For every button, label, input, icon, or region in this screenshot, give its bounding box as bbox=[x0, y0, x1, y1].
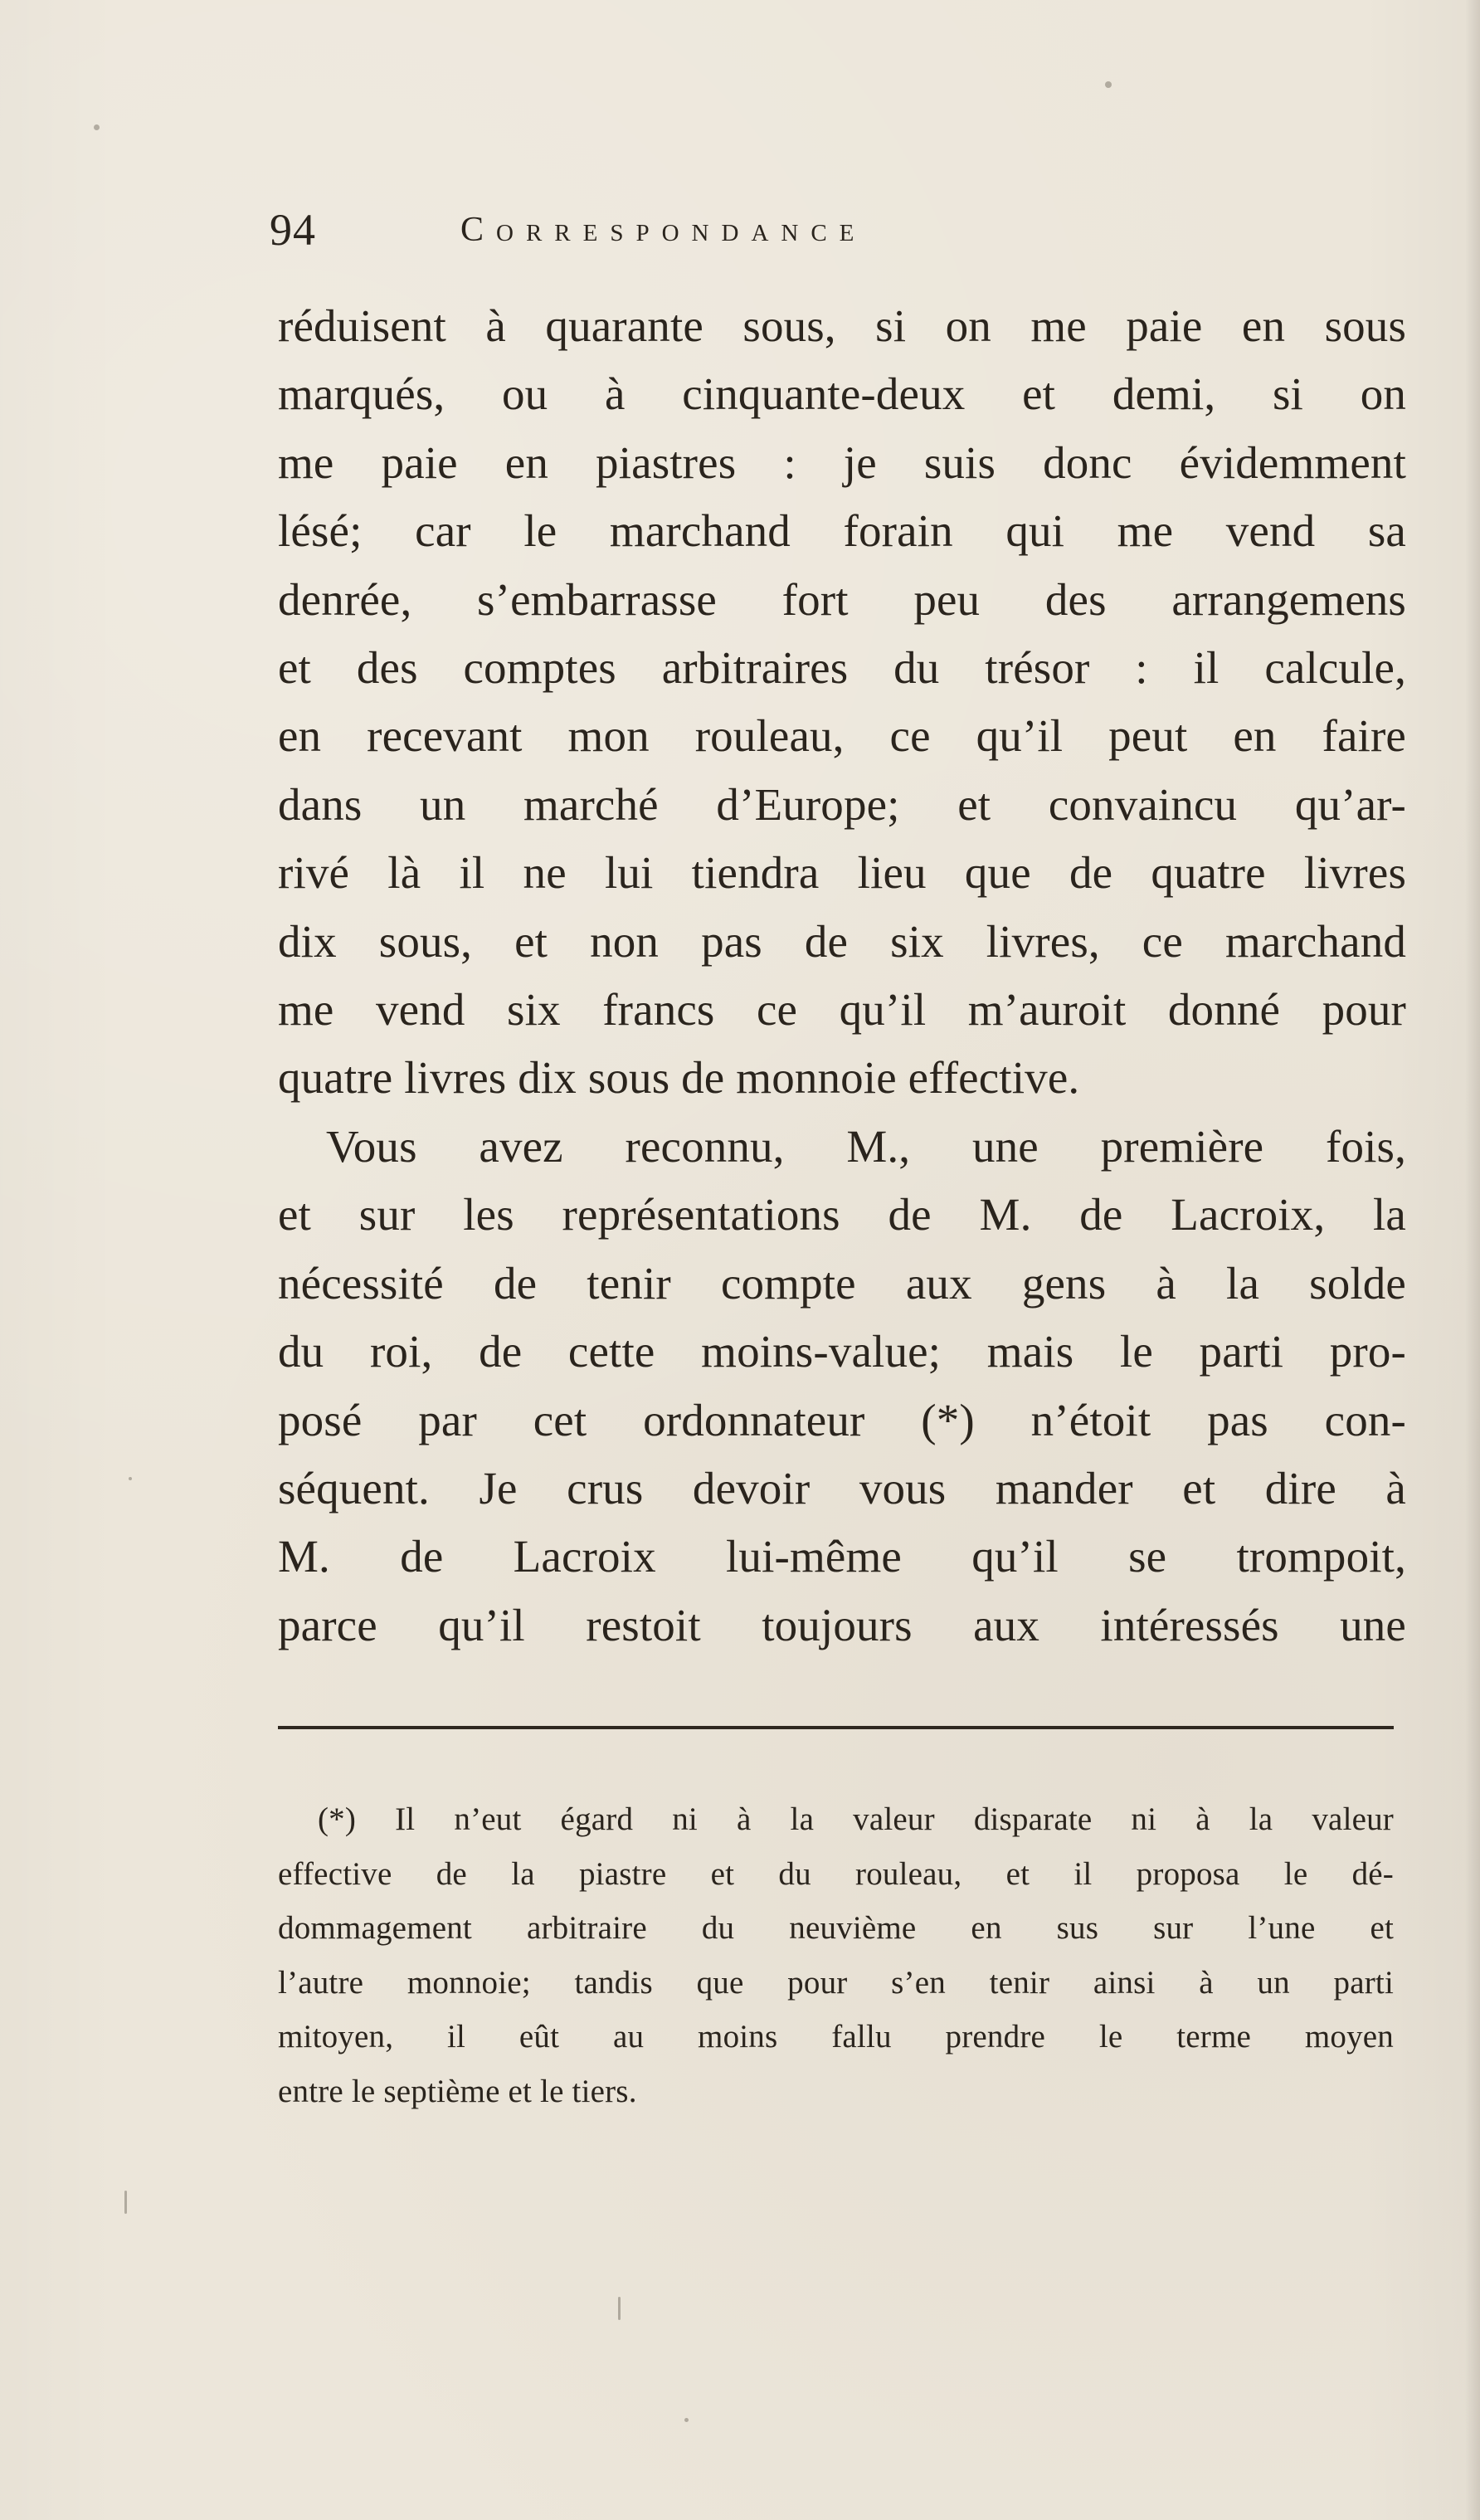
body-line: dans un marché d’Europe; et convaincu qu’ar- bbox=[278, 778, 1406, 830]
paper-speck bbox=[129, 1477, 132, 1480]
paper-speck bbox=[94, 124, 100, 130]
body-line: dix sous, et non pas de six livres, ce marchand bbox=[278, 915, 1406, 967]
body-line: Vous avez reconnu, M., une première fois, bbox=[326, 1120, 1406, 1172]
page-header bbox=[270, 207, 1406, 266]
running-head: Correspondance bbox=[460, 211, 867, 249]
body-line: M. de Lacroix lui-même qu’il se trompoit, bbox=[278, 1531, 1406, 1582]
page-edge-shadow bbox=[1465, 0, 1480, 2520]
body-line: et des comptes arbitraires du trésor : il calcule, bbox=[278, 642, 1406, 694]
body-line: posé par cet ordonnateur (*) n’étoit pas con- bbox=[278, 1394, 1406, 1445]
footnote-line: effective de la piastre et du rouleau, et il proposa le dé- bbox=[278, 1855, 1394, 1892]
footnote-line: l’autre monnoie; tandis que pour s’en tenir ainsi à un parti bbox=[278, 1964, 1394, 2001]
paper-speck bbox=[618, 2297, 621, 2320]
main-text-block bbox=[278, 292, 1406, 1660]
body-line: du roi, de cette moins-value; mais le parti pro- bbox=[278, 1326, 1406, 1377]
body-line: en recevant mon rouleau, ce qu’il peut en faire bbox=[278, 710, 1406, 762]
body-line: denrée, s’embarrasse fort peu des arrangemens bbox=[278, 573, 1406, 625]
footnote-line: entre le septième et le tiers. bbox=[278, 2073, 637, 2109]
paper-speck bbox=[124, 2191, 127, 2214]
body-line: et sur les représentations de M. de Lacroix, la bbox=[278, 1189, 1406, 1241]
page-number: 94 bbox=[270, 205, 316, 255]
body-line: parce qu’il restoit toujours aux intéressés une bbox=[278, 1599, 1406, 1650]
footnote-line: (*) Il n’eut égard ni à la valeur disparate ni à la valeur bbox=[318, 1801, 1394, 1837]
body-line: rivé là il ne lui tiendra lieu que de quatre livres bbox=[278, 847, 1406, 899]
paper-speck bbox=[684, 2418, 689, 2422]
body-line: me vend six francs ce qu’il m’auroit donné pour bbox=[278, 984, 1406, 1036]
footnote-separator bbox=[278, 1726, 1394, 1729]
footnote-block bbox=[278, 1792, 1394, 2118]
body-line: me paie en piastres : je suis donc évidemment bbox=[278, 436, 1406, 488]
body-line: séquent. Je crus devoir vous mander et dire à bbox=[278, 1462, 1406, 1513]
paper-speck bbox=[1105, 81, 1112, 88]
body-line: quatre livres dix sous de monnoie effective. bbox=[278, 1052, 1080, 1104]
body-line: réduisent à quarante sous, si on me paie en sous bbox=[278, 300, 1406, 351]
body-line: marqués, ou à cinquante-deux et demi, si on bbox=[278, 368, 1406, 420]
footnote-line: mitoyen, il eût au moins fallu prendre le terme moyen bbox=[278, 2019, 1394, 2055]
body-line: nécessité de tenir compte aux gens à la solde bbox=[278, 1257, 1406, 1309]
footnote-line: dommagement arbitraire du neuvième en sus sur l’une et bbox=[278, 1910, 1394, 1946]
body-line: lésé; car le marchand forain qui me vend sa bbox=[278, 505, 1406, 557]
